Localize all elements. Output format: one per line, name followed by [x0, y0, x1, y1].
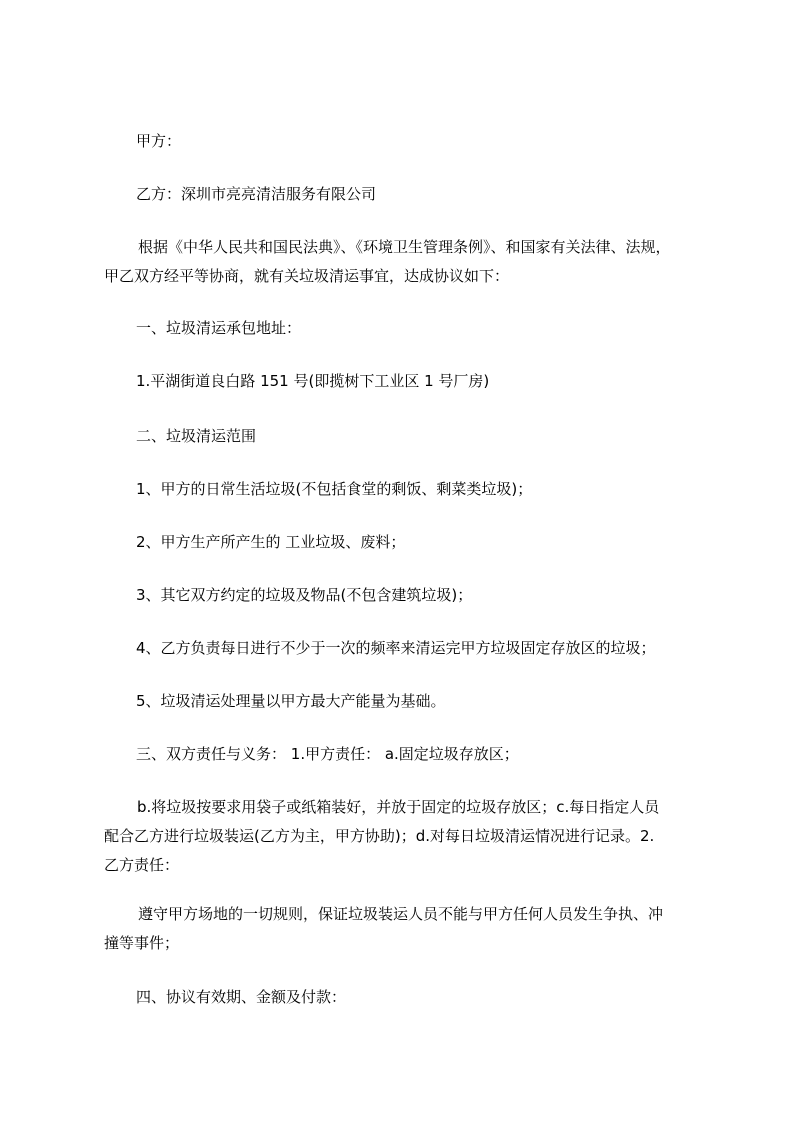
section-2-item-1: 1、甲方的日常生活垃圾(不包括食堂的剩饭、剩菜类垃圾)； [136, 480, 533, 498]
section-3-paragraph-c [104, 900, 704, 958]
section-2-item-3: 3、其它双方约定的垃圾及物品(不包含建筑垃圾)； [136, 586, 473, 604]
section-3-paragraph-b [104, 793, 704, 880]
section-1-heading: 一、垃圾清运承包地址： [136, 319, 302, 337]
section-3-c-line-2: 撞等事件； [104, 934, 180, 952]
intro-paragraph [104, 233, 704, 291]
section-2-item-5: 5、垃圾清运处理量以甲方最大产能量为基础。 [136, 692, 446, 710]
section-3-heading: 三、双方责任与义务： 1.甲方责任： a.固定垃圾存放区； [136, 745, 519, 763]
intro-line-2: 甲乙双方经平等协商，就有关垃圾清运事宜，达成协议如下： [104, 267, 510, 285]
party-b-line: 乙方：深圳市亮亮清洁服务有限公司 [136, 185, 377, 203]
section-3-b-line-2: 配合乙方进行垃圾装运(乙方为主，甲方协助)；d.对每日垃圾清运情况进行记录。2. [104, 827, 655, 845]
section-3-c-line-1: 遵守甲方场地的一切规则，保证垃圾装运人员不能与甲方任何人员发生争执、冲 [138, 905, 664, 923]
section-4-heading: 四、协议有效期、金额及付款： [136, 988, 347, 1006]
section-3-b-line-3: 乙方责任： [104, 856, 180, 874]
section-3-b-line-1: b.将垃圾按要求用袋子或纸箱装好，并放于固定的垃圾存放区；c.每日指定人员 [137, 798, 660, 816]
section-2-item-2: 2、甲方生产所产生的 工业垃圾、废料； [136, 533, 406, 551]
party-a-line: 甲方： [136, 132, 182, 150]
intro-line-1: 根据《中华人民共和国民法典》、《环境卫生管理条例》、和国家有关法律、法规， [138, 238, 671, 256]
section-1-item-1: 1.平湖街道良白路 151 号(即揽树下工业区 1 号厂房) [136, 372, 490, 390]
section-2-item-4: 4、乙方负责每日进行不少于一次的频率来清运完甲方垃圾固定存放区的垃圾； [136, 639, 656, 657]
section-2-heading: 二、垃圾清运范围 [136, 427, 257, 445]
